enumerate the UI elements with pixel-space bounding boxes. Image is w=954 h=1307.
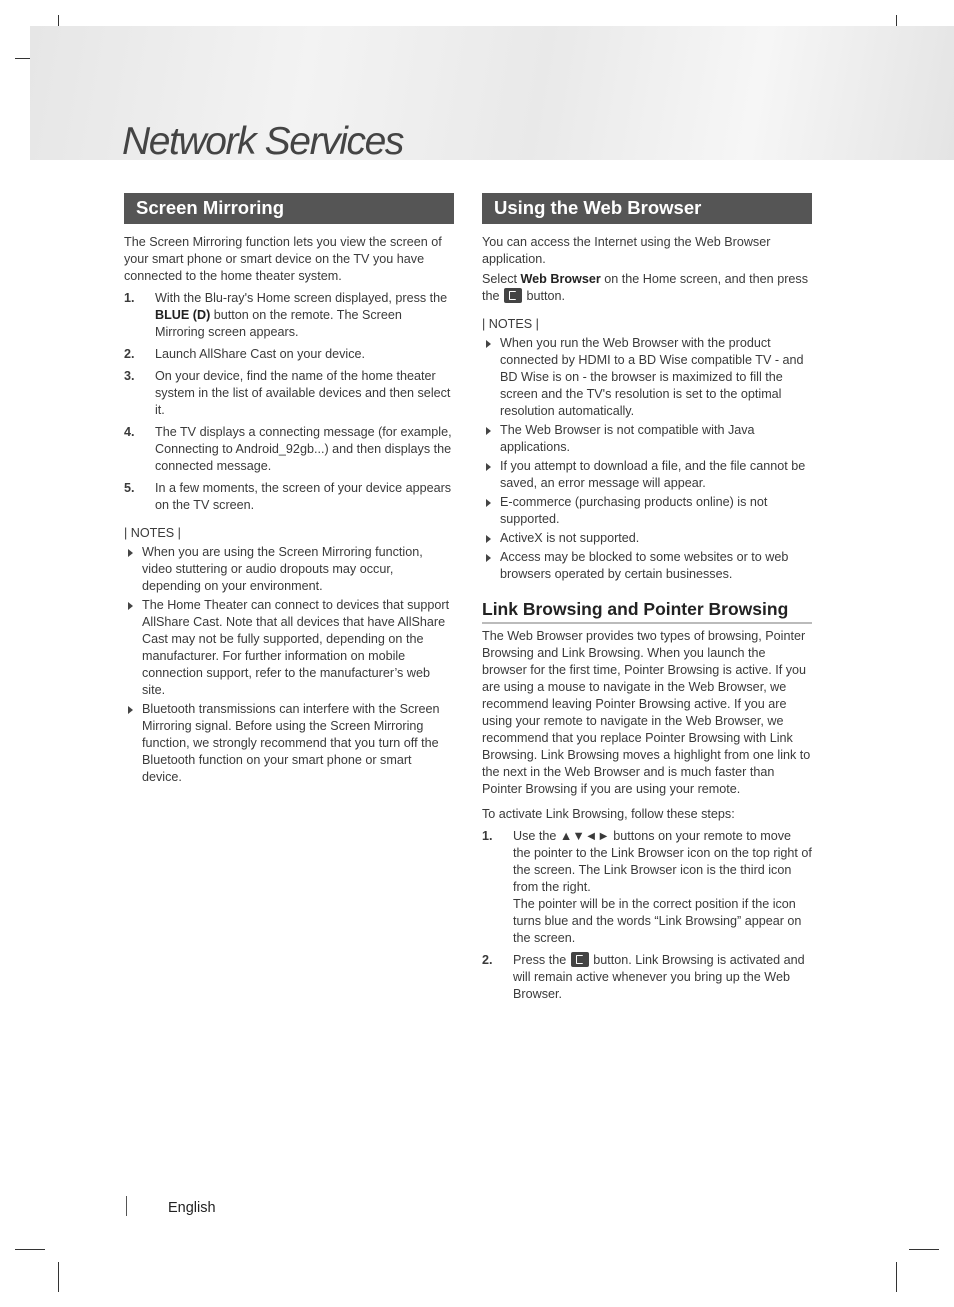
list-item: When you run the Web Browser with the product connected by HDMI to a BD Wise compatible TV - and BD Wise is on - the browser is maximized to fill the screen and the TV's resolution is set to the optimal resolution automatically. (482, 335, 812, 420)
step-number: 2. (482, 953, 493, 967)
section-heading: Using the Web Browser (482, 193, 812, 224)
list-item: The Home Theater can connect to devices that support AllShare Cast. Note that all devices that have AllShare Cast may not be fully supported, depending on the manufacturer. For further information on mobile connection support, refer to the manufacturer’s web site. (124, 597, 454, 699)
crop-mark (15, 1249, 45, 1250)
step-number: 4. (124, 425, 135, 439)
notes-label: | NOTES | (124, 526, 181, 540)
list-item (482, 952, 812, 1003)
list-item (482, 828, 812, 947)
step-number: 2. (124, 347, 135, 361)
list-item (124, 480, 454, 514)
section-heading: Screen Mirroring (124, 193, 454, 224)
list-item: The Web Browser is not compatible with Java applications. (482, 422, 812, 456)
step-text: The TV displays a connecting message (for example, Connecting to Android_92gb...) and then displays the connected message. (155, 425, 452, 473)
subsection-heading: Link Browsing and Pointer Browsing (482, 598, 812, 624)
bold-span: Web Browser (520, 272, 601, 286)
steps-list (124, 290, 454, 514)
text-span: Select (482, 272, 521, 286)
step-bold: BLUE (D) (155, 308, 211, 322)
step-number: 1. (124, 291, 135, 305)
list-item: Access may be blocked to some websites or to web browsers operated by certain businesses. (482, 549, 812, 583)
list-item (124, 368, 454, 419)
step-text: Use the ▲▼◄► buttons on your remote to move the pointer to the Link Browser icon on the top right of the screen. The Link Browser icon is the third icon from the right. (513, 829, 812, 894)
step-text: With the Blu-ray's Home screen displayed, press the (155, 291, 448, 305)
list-item (124, 290, 454, 341)
footer-language: English (168, 1200, 216, 1216)
step-text: In a few moments, the screen of your device appears on the TV screen. (155, 481, 452, 512)
step-number: 3. (124, 369, 135, 383)
footer-divider (126, 1196, 127, 1216)
step-text: The pointer will be in the correct position if the icon turns blue and the words “Link Browsing” appear on the screen. (513, 897, 802, 945)
step-number: 1. (482, 829, 493, 843)
step-text: Launch AllShare Cast on your device. (155, 347, 366, 361)
body-paragraph: The Web Browser provides two types of browsing, Pointer Browsing and Link Browsing. When you launch the browser for the first time, Pointer Browsing is active. If you are using a mouse to navigate in the Web Browser, we recommend leaving Pointer Browsing active. If you are using your remote to navigate in the Web Browser, we recommend that you replace Pointer Browsing with Link Browsing. Link Browsing moves a highlight from one link to the next in the Web Browser and is much faster than Pointer Browsing if you are using your remote. (482, 629, 811, 796)
intro-paragraph: The Screen Mirroring function lets you view the screen of your smart phone or smart device on the TV you have connected to the home theater system. (124, 235, 442, 283)
activate-intro: To activate Link Browsing, follow these steps: (482, 807, 735, 821)
notes-list (124, 544, 454, 786)
list-item: Bluetooth transmissions can interfere with the Screen Mirroring signal. Before using the Screen Mirroring function, we strongly recommend that you turn off the Bluetooth function on your smart phone or smart device. (124, 701, 454, 786)
text-span: on the Home screen, and then press the (482, 272, 808, 303)
enter-button-icon (571, 952, 589, 967)
select-instruction (482, 271, 812, 305)
step-text: button on the remote. The Screen Mirroring screen appears. (155, 308, 402, 339)
text-span: button. (523, 289, 566, 303)
web-browser-section (482, 193, 812, 1003)
list-item (124, 424, 454, 475)
list-item: If you attempt to download a file, and the file cannot be saved, an error message will appear. (482, 458, 812, 492)
list-item (124, 346, 454, 363)
list-item: ActiveX is not supported. (482, 530, 812, 547)
step-number: 5. (124, 481, 135, 495)
intro-paragraph: You can access the Internet using the Web Browser application. (482, 235, 771, 266)
list-item: E-commerce (purchasing products online) is not supported. (482, 494, 812, 528)
crop-mark (58, 1262, 59, 1292)
notes-list (482, 335, 812, 583)
crop-mark (896, 1262, 897, 1292)
list-item: When you are using the Screen Mirroring function, video stuttering or audio dropouts may occur, depending on your environment. (124, 544, 454, 595)
page-title: Network Services (122, 120, 404, 163)
step-text: button. Link Browsing is activated and will remain active whenever you bring up the Web Browser. (513, 953, 805, 1001)
screen-mirroring-section (124, 193, 454, 786)
step-text: Press the (513, 953, 570, 967)
notes-label: | NOTES | (482, 317, 539, 331)
step-text: On your device, find the name of the home theater system in the list of available devices and then select it. (155, 369, 451, 417)
crop-mark (909, 1249, 939, 1250)
enter-button-icon (504, 288, 522, 303)
steps-list (482, 828, 812, 1003)
